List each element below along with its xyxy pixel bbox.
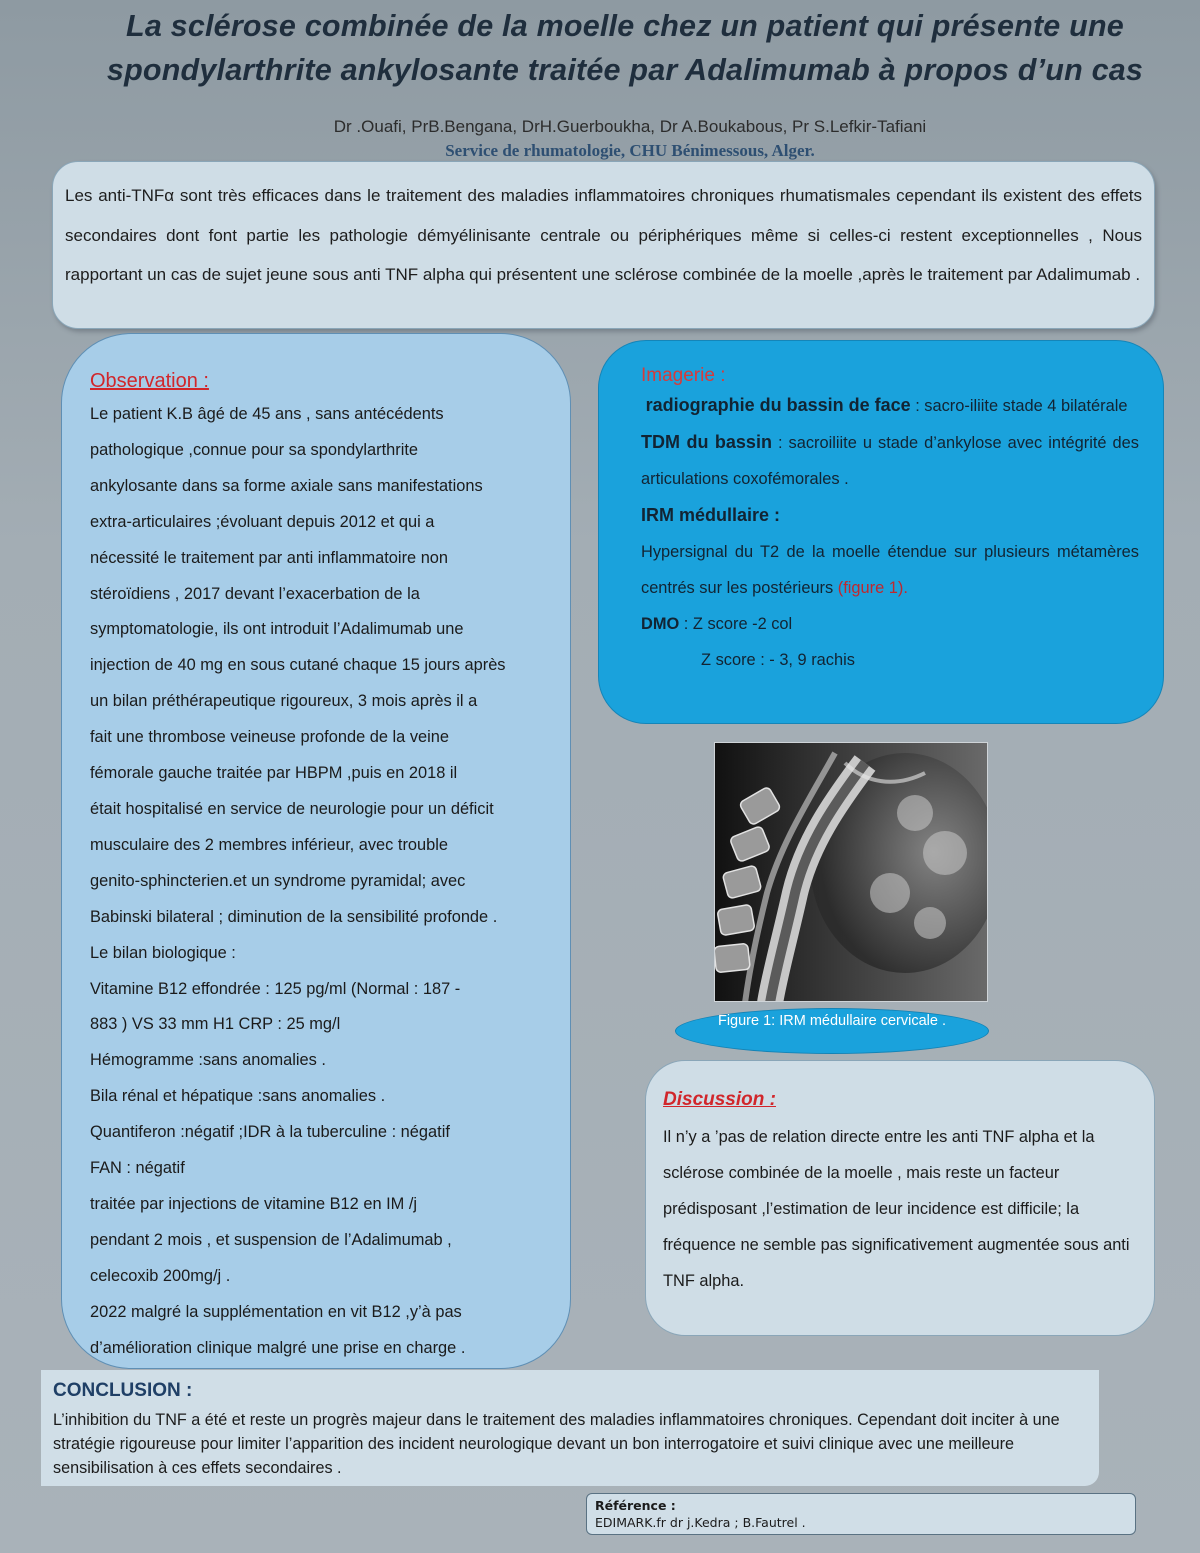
conclusion-text: L’inhibition du TNF a été et reste un progrès majeur dans le traitement des maladies inflammatoires chroniques. Cependant doit inciter à une stratégie rigoureuse pour limiter l’apparition des incident neurologique devant un bon interrogatoire et suivi clinique avec une meilleure sensibilisation à ces effets secondaires . [53, 1411, 1060, 1477]
discussion-title: Discussion : [663, 1089, 776, 1110]
observation-line: celecoxib 200mg/j . [90, 1266, 231, 1285]
conclusion-box [41, 1370, 1099, 1486]
affiliation: Service de rhumatologie, CHU Bénimessous, Alger. [445, 141, 815, 160]
observation-line: Quantiferon :négatif ;IDR à la tuberculine : négatif [90, 1123, 450, 1142]
discussion-box [645, 1060, 1155, 1336]
observation-line: traitée par injections de vitamine B12 en IM /j [90, 1194, 418, 1213]
observation-line: musculaire des 2 membres inférieur, avec trouble [90, 835, 449, 854]
irm-text: Hypersignal du T2 de la moelle étendue sur plusieurs métamères centrés sur les postérieurs [641, 543, 1139, 597]
observation-line: Babinski bilateral ; diminution de la sensibilité profonde . [90, 907, 498, 926]
dmo-paragraph [641, 606, 1139, 642]
observation-line: fait une thrombose veineuse profonde de la veine [90, 728, 450, 747]
observation-line: fémorale gauche traitée par HBPM ,puis en 2018 il [90, 764, 458, 783]
reference-text: EDIMARK.fr dr j.Kedra ; B.Fautrel . [595, 1515, 806, 1530]
observation-line: symptomatologie, ils ont introduit l’Adalimumab une [90, 620, 464, 639]
observation-line: pathologique ,connue pour sa spondylarthrite [90, 440, 419, 459]
mri-figure [714, 742, 988, 1002]
observation-title: Observation : [90, 370, 209, 392]
authors: Dr .Ouafi, PrB.Bengana, DrH.Guerboukha, Dr A.Boukabous, Pr S.Lefkir-Tafiani [333, 117, 927, 136]
introduction-text: Les anti-TNFα sont très efficaces dans le traitement des maladies inflammatoires chroniques rhumatismales cependant ils existent des effets secondaires dont font partie les pathologie démyélinisante centrale ou périphériques même si celles-ci restent exceptionnelles , Nous rapportant un cas de sujet jeune sous anti TNF alpha qui présentent une sclérose combinée de la moelle ,après le traitement par Adalimumab . [65, 186, 1142, 284]
poster-title [60, 4, 1190, 92]
observation-line: nécessité le traitement par anti inflammatoire non [90, 548, 449, 567]
tdm-label: TDM du bassin [641, 432, 772, 452]
observation-line: stéroïdiens , 2017 devant l’exacerbation de la [90, 584, 420, 603]
reference-title: Référence : [595, 1498, 676, 1513]
observation-line: un bilan préthérapeutique rigoureux, 3 mois après il a [90, 692, 478, 711]
radiographie-label: radiographie du bassin de face [645, 395, 911, 415]
figure-reference: (figure 1). [837, 579, 908, 597]
observation-line: Bila rénal et hépatique :sans anomalies . [90, 1087, 386, 1106]
imagerie-title: Imagerie : [641, 365, 726, 386]
observation-line: extra-articulaires ;évoluant depuis 2012 et qui a [90, 512, 435, 531]
observation-line: Vitamine B12 effondrée : 125 pg/ml (Normal : 187 - [90, 979, 461, 998]
introduction-box [52, 161, 1155, 329]
observation-line: Hémogramme :sans anomalies . [90, 1051, 326, 1070]
observation-line: d’amélioration clinique malgré une prise en charge . [90, 1338, 466, 1357]
discussion-text: Il n’y a ’pas de relation directe entre les anti TNF alpha et la sclérose combinée de la moelle , mais reste un facteur prédisposant ,l’estimation de leur incidence est difficile; la fréquence ne semble pas significativement augmentée sous anti TNF alpha. [663, 1128, 1130, 1290]
irm-label: IRM médullaire : [641, 505, 781, 525]
irm-label-paragraph [641, 497, 1139, 534]
figure-caption: Figure 1: IRM médullaire cervicale . [675, 1008, 989, 1054]
reference-box [586, 1493, 1136, 1535]
observation-line: 2022 malgré la supplémentation en vit B12 ,y’à pas [90, 1302, 462, 1321]
tdm-paragraph [641, 424, 1139, 497]
tdm-text: : sacroiliite u stade d’ankylose avec intégrité des articulations coxofémorales . [641, 434, 1139, 488]
observation-line: Le patient K.B âgé de 45 ans , sans antécédents [90, 405, 444, 423]
observation-line: FAN : négatif [90, 1159, 185, 1178]
irm-paragraph [641, 534, 1139, 606]
mri-image [715, 743, 988, 1002]
dmo-rachis-text: Z score : - 3, 9 rachis [701, 651, 855, 669]
title-line-1: La sclérose combinée de la moelle chez un patient qui présente une [126, 9, 1124, 43]
dmo-rachis-paragraph [641, 642, 1139, 678]
conclusion-title: CONCLUSION : [53, 1380, 193, 1401]
observation-line: ankylosante dans sa forme axiale sans manifestations [90, 476, 483, 495]
observation-line: était hospitalisé en service de neurologie pour un déficit [90, 799, 494, 818]
observation-line: Le bilan biologique : [90, 943, 236, 962]
observation-text [90, 397, 542, 1366]
observation-line: injection de 40 mg en sous cutané chaque 15 jours après [90, 656, 506, 675]
dmo-label: DMO [641, 615, 680, 633]
radiographie-paragraph [641, 387, 1139, 424]
dmo-col-text: : Z score -2 col [679, 615, 793, 633]
title-line-2: spondylarthrite ankylosante traitée par Adalimumab à propos d’un cas [106, 53, 1144, 87]
imagerie-box [598, 340, 1164, 724]
observation-line: 883 ) VS 33 mm H1 CRP : 25 mg/l [90, 1015, 341, 1034]
observation-line: pendant 2 mois , et suspension de l’Adalimumab , [90, 1230, 452, 1249]
observation-line: genito-sphincterien.et un syndrome pyramidal; avec [90, 871, 466, 890]
radiographie-text: : sacro-iliite stade 4 bilatérale [910, 397, 1128, 415]
observation-box [61, 333, 571, 1369]
